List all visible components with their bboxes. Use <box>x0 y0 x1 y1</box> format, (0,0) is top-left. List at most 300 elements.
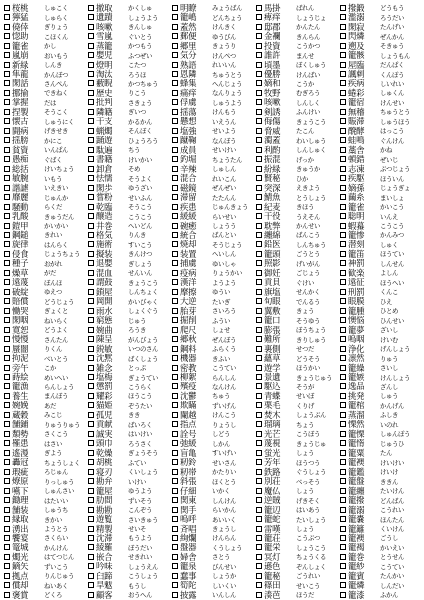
checkbox[interactable] <box>88 279 94 285</box>
checkbox[interactable] <box>88 488 94 494</box>
checkbox[interactable] <box>4 327 10 333</box>
checkbox[interactable] <box>172 526 178 532</box>
checkbox[interactable] <box>172 99 178 105</box>
checkbox[interactable] <box>340 185 346 191</box>
checkbox[interactable] <box>256 99 262 105</box>
checkbox[interactable] <box>88 535 94 541</box>
checkbox[interactable] <box>172 365 178 371</box>
checkbox[interactable] <box>256 497 262 503</box>
checkbox[interactable] <box>4 355 10 361</box>
checkbox[interactable] <box>172 194 178 200</box>
checkbox[interactable] <box>256 535 262 541</box>
checkbox[interactable] <box>88 526 94 532</box>
checkbox[interactable] <box>256 374 262 380</box>
checkbox[interactable] <box>340 355 346 361</box>
checkbox[interactable] <box>172 488 178 494</box>
checkbox[interactable] <box>4 62 10 68</box>
checkbox[interactable] <box>256 62 262 68</box>
checkbox[interactable] <box>340 175 346 181</box>
checkbox[interactable] <box>172 289 178 295</box>
checkbox[interactable] <box>172 204 178 210</box>
checkbox[interactable] <box>340 298 346 304</box>
checkbox[interactable] <box>88 582 94 588</box>
checkbox[interactable] <box>4 507 10 513</box>
checkbox[interactable] <box>340 99 346 105</box>
checkbox[interactable] <box>172 241 178 247</box>
checkbox[interactable] <box>4 402 10 408</box>
checkbox[interactable] <box>172 223 178 229</box>
checkbox[interactable] <box>88 270 94 276</box>
checkbox[interactable] <box>340 317 346 323</box>
checkbox[interactable] <box>88 137 94 143</box>
checkbox[interactable] <box>340 365 346 371</box>
checkbox[interactable] <box>256 260 262 266</box>
checkbox[interactable] <box>88 213 94 219</box>
checkbox[interactable] <box>172 516 178 522</box>
checkbox[interactable] <box>340 43 346 49</box>
checkbox[interactable] <box>4 90 10 96</box>
checkbox[interactable] <box>256 440 262 446</box>
checkbox[interactable] <box>256 289 262 295</box>
checkbox[interactable] <box>256 118 262 124</box>
checkbox[interactable] <box>256 582 262 588</box>
checkbox[interactable] <box>172 308 178 314</box>
checkbox[interactable] <box>172 383 178 389</box>
checkbox[interactable] <box>88 204 94 210</box>
checkbox[interactable] <box>340 431 346 437</box>
checkbox[interactable] <box>172 185 178 191</box>
checkbox[interactable] <box>340 308 346 314</box>
checkbox[interactable] <box>88 251 94 257</box>
checkbox[interactable] <box>172 71 178 77</box>
checkbox[interactable] <box>172 118 178 124</box>
checkbox[interactable] <box>88 317 94 323</box>
checkbox[interactable] <box>88 128 94 134</box>
checkbox[interactable] <box>256 166 262 172</box>
checkbox[interactable] <box>256 507 262 513</box>
checkbox[interactable] <box>88 365 94 371</box>
checkbox[interactable] <box>340 592 346 598</box>
checkbox[interactable] <box>172 147 178 153</box>
checkbox[interactable] <box>88 507 94 513</box>
checkbox[interactable] <box>340 383 346 389</box>
checkbox[interactable] <box>256 402 262 408</box>
checkbox[interactable] <box>256 516 262 522</box>
checkbox[interactable] <box>340 478 346 484</box>
checkbox[interactable] <box>256 14 262 20</box>
checkbox[interactable] <box>256 147 262 153</box>
checkbox[interactable] <box>88 232 94 238</box>
checkbox[interactable] <box>88 223 94 229</box>
checkbox[interactable] <box>172 14 178 20</box>
checkbox[interactable] <box>340 488 346 494</box>
checkbox[interactable] <box>4 346 10 352</box>
checkbox[interactable] <box>340 402 346 408</box>
checkbox[interactable] <box>172 450 178 456</box>
checkbox[interactable] <box>172 298 178 304</box>
checkbox[interactable] <box>256 365 262 371</box>
checkbox[interactable] <box>172 573 178 579</box>
checkbox[interactable] <box>88 573 94 579</box>
checkbox[interactable] <box>4 80 10 86</box>
checkbox[interactable] <box>256 573 262 579</box>
checkbox[interactable] <box>340 109 346 115</box>
checkbox[interactable] <box>172 393 178 399</box>
checkbox[interactable] <box>256 469 262 475</box>
checkbox[interactable] <box>4 459 10 465</box>
checkbox[interactable] <box>4 554 10 560</box>
checkbox[interactable] <box>340 80 346 86</box>
checkbox[interactable] <box>172 279 178 285</box>
checkbox[interactable] <box>4 279 10 285</box>
checkbox[interactable] <box>340 232 346 238</box>
checkbox[interactable] <box>88 62 94 68</box>
checkbox[interactable] <box>340 5 346 11</box>
checkbox[interactable] <box>172 251 178 257</box>
checkbox[interactable] <box>256 431 262 437</box>
checkbox[interactable] <box>340 336 346 342</box>
checkbox[interactable] <box>172 459 178 465</box>
checkbox[interactable] <box>88 99 94 105</box>
checkbox[interactable] <box>88 109 94 115</box>
checkbox[interactable] <box>4 14 10 20</box>
checkbox[interactable] <box>4 469 10 475</box>
checkbox[interactable] <box>172 478 178 484</box>
checkbox[interactable] <box>172 317 178 323</box>
checkbox[interactable] <box>340 251 346 257</box>
checkbox[interactable] <box>340 459 346 465</box>
checkbox[interactable] <box>340 241 346 247</box>
checkbox[interactable] <box>88 431 94 437</box>
checkbox[interactable] <box>172 327 178 333</box>
checkbox[interactable] <box>88 298 94 304</box>
checkbox[interactable] <box>256 175 262 181</box>
checkbox[interactable] <box>340 507 346 513</box>
checkbox[interactable] <box>4 497 10 503</box>
checkbox[interactable] <box>256 355 262 361</box>
checkbox[interactable] <box>4 43 10 49</box>
checkbox[interactable] <box>340 14 346 20</box>
checkbox[interactable] <box>88 402 94 408</box>
checkbox[interactable] <box>88 554 94 560</box>
checkbox[interactable] <box>88 194 94 200</box>
checkbox[interactable] <box>256 412 262 418</box>
checkbox[interactable] <box>4 563 10 569</box>
checkbox[interactable] <box>88 71 94 77</box>
checkbox[interactable] <box>256 71 262 77</box>
checkbox[interactable] <box>4 573 10 579</box>
checkbox[interactable] <box>4 128 10 134</box>
checkbox[interactable] <box>4 185 10 191</box>
checkbox[interactable] <box>88 383 94 389</box>
checkbox[interactable] <box>4 383 10 389</box>
checkbox[interactable] <box>256 128 262 134</box>
checkbox[interactable] <box>172 232 178 238</box>
checkbox[interactable] <box>4 137 10 143</box>
checkbox[interactable] <box>172 80 178 86</box>
checkbox[interactable] <box>4 241 10 247</box>
checkbox[interactable] <box>340 279 346 285</box>
checkbox[interactable] <box>88 241 94 247</box>
checkbox[interactable] <box>172 270 178 276</box>
checkbox[interactable] <box>4 440 10 446</box>
checkbox[interactable] <box>256 298 262 304</box>
checkbox[interactable] <box>256 204 262 210</box>
checkbox[interactable] <box>256 33 262 39</box>
checkbox[interactable] <box>256 327 262 333</box>
checkbox[interactable] <box>256 270 262 276</box>
checkbox[interactable] <box>172 109 178 115</box>
checkbox[interactable] <box>340 52 346 58</box>
checkbox[interactable] <box>172 62 178 68</box>
checkbox[interactable] <box>4 289 10 295</box>
checkbox[interactable] <box>172 156 178 162</box>
checkbox[interactable] <box>4 194 10 200</box>
checkbox[interactable] <box>172 213 178 219</box>
checkbox[interactable] <box>4 204 10 210</box>
checkbox[interactable] <box>88 308 94 314</box>
checkbox[interactable] <box>340 573 346 579</box>
checkbox[interactable] <box>256 241 262 247</box>
checkbox[interactable] <box>340 421 346 427</box>
checkbox[interactable] <box>4 421 10 427</box>
checkbox[interactable] <box>256 346 262 352</box>
checkbox[interactable] <box>88 346 94 352</box>
checkbox[interactable] <box>172 90 178 96</box>
checkbox[interactable] <box>340 270 346 276</box>
checkbox[interactable] <box>256 450 262 456</box>
checkbox[interactable] <box>256 213 262 219</box>
checkbox[interactable] <box>340 24 346 30</box>
checkbox[interactable] <box>340 374 346 380</box>
checkbox[interactable] <box>340 166 346 172</box>
checkbox[interactable] <box>256 251 262 257</box>
checkbox[interactable] <box>256 459 262 465</box>
checkbox[interactable] <box>4 526 10 532</box>
checkbox[interactable] <box>172 421 178 427</box>
checkbox[interactable] <box>4 24 10 30</box>
checkbox[interactable] <box>172 440 178 446</box>
checkbox[interactable] <box>256 90 262 96</box>
checkbox[interactable] <box>172 469 178 475</box>
checkbox[interactable] <box>256 393 262 399</box>
checkbox[interactable] <box>88 289 94 295</box>
checkbox[interactable] <box>4 251 10 257</box>
checkbox[interactable] <box>4 478 10 484</box>
checkbox[interactable] <box>4 232 10 238</box>
checkbox[interactable] <box>88 118 94 124</box>
checkbox[interactable] <box>256 232 262 238</box>
checkbox[interactable] <box>340 327 346 333</box>
checkbox[interactable] <box>88 166 94 172</box>
checkbox[interactable] <box>172 128 178 134</box>
checkbox[interactable] <box>88 33 94 39</box>
checkbox[interactable] <box>4 365 10 371</box>
checkbox[interactable] <box>256 554 262 560</box>
checkbox[interactable] <box>4 33 10 39</box>
checkbox[interactable] <box>4 582 10 588</box>
checkbox[interactable] <box>4 336 10 342</box>
checkbox[interactable] <box>4 431 10 437</box>
checkbox[interactable] <box>88 147 94 153</box>
checkbox[interactable] <box>4 52 10 58</box>
checkbox[interactable] <box>340 450 346 456</box>
checkbox[interactable] <box>340 137 346 143</box>
checkbox[interactable] <box>340 156 346 162</box>
checkbox[interactable] <box>340 194 346 200</box>
checkbox[interactable] <box>256 383 262 389</box>
checkbox[interactable] <box>340 223 346 229</box>
checkbox[interactable] <box>340 526 346 532</box>
checkbox[interactable] <box>256 592 262 598</box>
checkbox[interactable] <box>256 421 262 427</box>
checkbox[interactable] <box>88 24 94 30</box>
checkbox[interactable] <box>88 43 94 49</box>
checkbox[interactable] <box>256 279 262 285</box>
checkbox[interactable] <box>4 592 10 598</box>
checkbox[interactable] <box>4 156 10 162</box>
checkbox[interactable] <box>172 554 178 560</box>
checkbox[interactable] <box>88 478 94 484</box>
checkbox[interactable] <box>88 516 94 522</box>
checkbox[interactable] <box>340 204 346 210</box>
checkbox[interactable] <box>172 507 178 513</box>
checkbox[interactable] <box>256 317 262 323</box>
checkbox[interactable] <box>340 147 346 153</box>
checkbox[interactable] <box>172 402 178 408</box>
checkbox[interactable] <box>4 488 10 494</box>
checkbox[interactable] <box>88 450 94 456</box>
checkbox[interactable] <box>340 544 346 550</box>
checkbox[interactable] <box>172 535 178 541</box>
checkbox[interactable] <box>4 260 10 266</box>
checkbox[interactable] <box>256 52 262 58</box>
checkbox[interactable] <box>4 109 10 115</box>
checkbox[interactable] <box>172 175 178 181</box>
checkbox[interactable] <box>340 393 346 399</box>
checkbox[interactable] <box>340 440 346 446</box>
checkbox[interactable] <box>256 526 262 532</box>
checkbox[interactable] <box>4 317 10 323</box>
checkbox[interactable] <box>172 336 178 342</box>
checkbox[interactable] <box>88 421 94 427</box>
checkbox[interactable] <box>256 5 262 11</box>
checkbox[interactable] <box>4 99 10 105</box>
checkbox[interactable] <box>4 393 10 399</box>
checkbox[interactable] <box>340 289 346 295</box>
checkbox[interactable] <box>340 71 346 77</box>
checkbox[interactable] <box>256 137 262 143</box>
checkbox[interactable] <box>172 431 178 437</box>
checkbox[interactable] <box>88 5 94 11</box>
checkbox[interactable] <box>4 308 10 314</box>
checkbox[interactable] <box>88 14 94 20</box>
checkbox[interactable] <box>88 440 94 446</box>
checkbox[interactable] <box>340 412 346 418</box>
checkbox[interactable] <box>340 118 346 124</box>
checkbox[interactable] <box>172 24 178 30</box>
checkbox[interactable] <box>256 223 262 229</box>
checkbox[interactable] <box>172 544 178 550</box>
checkbox[interactable] <box>88 355 94 361</box>
checkbox[interactable] <box>88 469 94 475</box>
checkbox[interactable] <box>88 459 94 465</box>
checkbox[interactable] <box>88 336 94 342</box>
checkbox[interactable] <box>88 52 94 58</box>
checkbox[interactable] <box>4 298 10 304</box>
checkbox[interactable] <box>340 563 346 569</box>
checkbox[interactable] <box>340 62 346 68</box>
checkbox[interactable] <box>88 156 94 162</box>
checkbox[interactable] <box>340 33 346 39</box>
checkbox[interactable] <box>172 497 178 503</box>
checkbox[interactable] <box>172 582 178 588</box>
checkbox[interactable] <box>172 43 178 49</box>
checkbox[interactable] <box>88 393 94 399</box>
checkbox[interactable] <box>256 80 262 86</box>
checkbox[interactable] <box>4 544 10 550</box>
checkbox[interactable] <box>88 90 94 96</box>
checkbox[interactable] <box>4 535 10 541</box>
checkbox[interactable] <box>4 374 10 380</box>
checkbox[interactable] <box>4 147 10 153</box>
checkbox[interactable] <box>4 213 10 219</box>
checkbox[interactable] <box>4 118 10 124</box>
checkbox[interactable] <box>256 156 262 162</box>
checkbox[interactable] <box>4 270 10 276</box>
checkbox[interactable] <box>88 592 94 598</box>
checkbox[interactable] <box>4 412 10 418</box>
checkbox[interactable] <box>88 563 94 569</box>
checkbox[interactable] <box>256 194 262 200</box>
checkbox[interactable] <box>88 544 94 550</box>
checkbox[interactable] <box>88 185 94 191</box>
checkbox[interactable] <box>4 516 10 522</box>
checkbox[interactable] <box>172 412 178 418</box>
checkbox[interactable] <box>88 497 94 503</box>
checkbox[interactable] <box>256 336 262 342</box>
checkbox[interactable] <box>340 128 346 134</box>
checkbox[interactable] <box>256 185 262 191</box>
checkbox[interactable] <box>340 516 346 522</box>
checkbox[interactable] <box>256 109 262 115</box>
checkbox[interactable] <box>172 137 178 143</box>
checkbox[interactable] <box>4 223 10 229</box>
checkbox[interactable] <box>340 260 346 266</box>
checkbox[interactable] <box>340 346 346 352</box>
checkbox[interactable] <box>88 374 94 380</box>
checkbox[interactable] <box>340 554 346 560</box>
checkbox[interactable] <box>340 535 346 541</box>
checkbox[interactable] <box>88 260 94 266</box>
checkbox[interactable] <box>4 175 10 181</box>
checkbox[interactable] <box>340 90 346 96</box>
checkbox[interactable] <box>172 563 178 569</box>
checkbox[interactable] <box>4 71 10 77</box>
checkbox[interactable] <box>340 582 346 588</box>
checkbox[interactable] <box>4 166 10 172</box>
checkbox[interactable] <box>172 374 178 380</box>
checkbox[interactable] <box>88 412 94 418</box>
checkbox[interactable] <box>340 497 346 503</box>
checkbox[interactable] <box>172 346 178 352</box>
checkbox[interactable] <box>256 24 262 30</box>
checkbox[interactable] <box>88 327 94 333</box>
checkbox[interactable] <box>172 5 178 11</box>
checkbox[interactable] <box>172 52 178 58</box>
checkbox[interactable] <box>172 166 178 172</box>
checkbox[interactable] <box>172 592 178 598</box>
